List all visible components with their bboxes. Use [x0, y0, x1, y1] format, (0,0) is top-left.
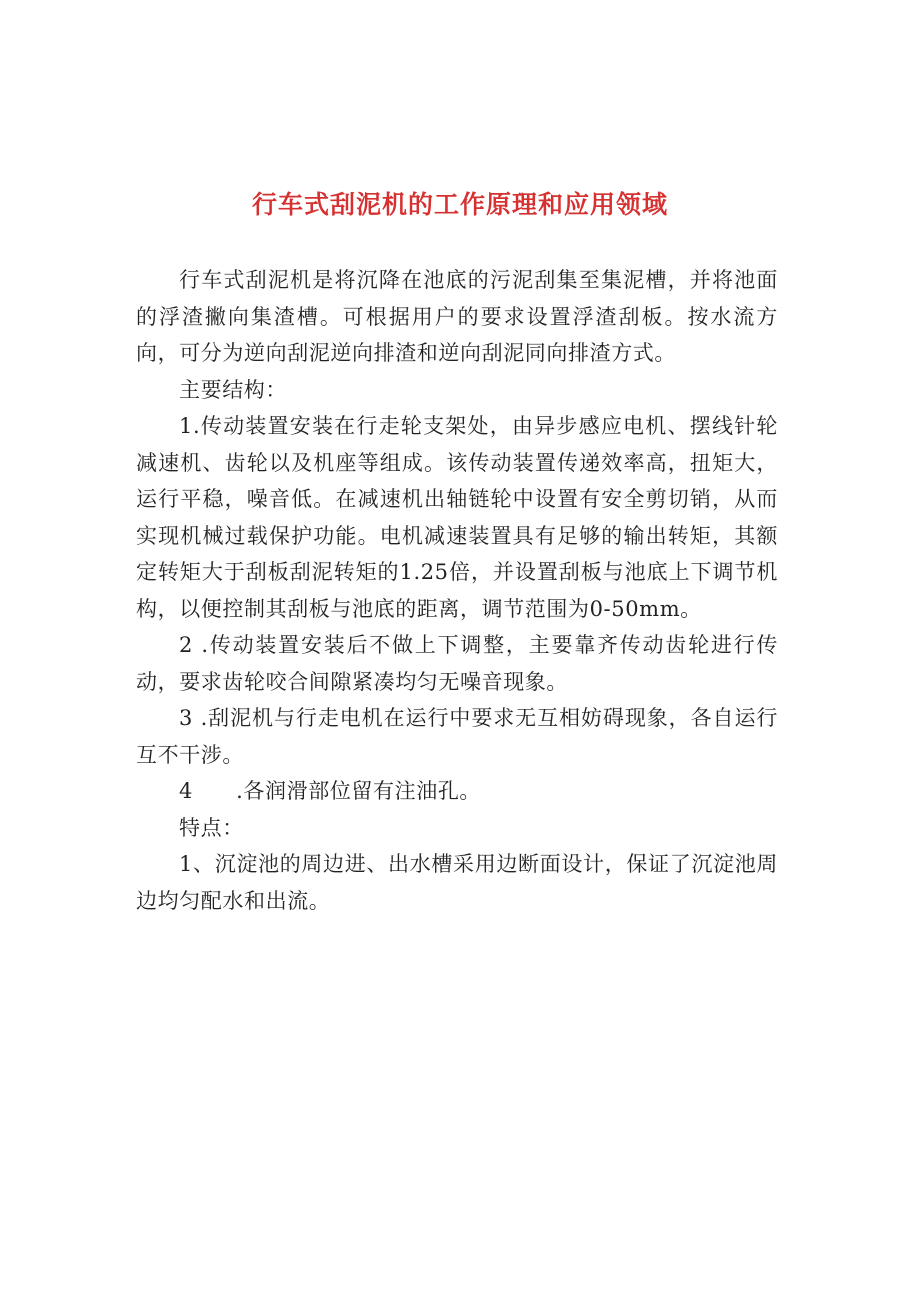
structure-item-3: 3 .刮泥机与行走电机在运行中要求无互相妨碍现象，各自运行互不干涉。 [136, 706, 778, 767]
section-heading-structure: 主要结构： [179, 377, 287, 402]
feature-item-1: 1、沉淀池的周边进、出水槽采用边断面设计，保证了沉淀池周边均匀配水和出流。 [136, 852, 778, 913]
document-title: 行车式刮泥机的工作原理和应用领域 [251, 189, 668, 219]
structure-item-2: 2 .传动装置安装后不做上下调整，主要靠齐传动齿轮进行传动，要求齿轮咬合间隙紧凑均匀无噪音现象。 [136, 633, 778, 694]
structure-item-4: 4 .各润滑部位留有注油孔。 [179, 779, 482, 803]
intro-paragraph: 行车式刮泥机是将沉降在池底的污泥刮集至集泥槽，并将池面的浮渣撇向集渣槽。可根据用户的要求设置浮渣刮板。按水流方向，可分为逆向刮泥逆向排渣和逆向刮泥同向排渣方式。 [136, 268, 778, 365]
document-body [136, 262, 778, 919]
section-heading-features: 特点： [179, 815, 244, 840]
structure-item-1: 1.传动装置安装在行走轮支架处，由异步感应电机、摆线针轮减速机、齿轮以及机座等组成。该传动装置传递效率高，扭矩大，运行平稳，噪音低。在减速机出轴链轮中设置有安全剪切销，从而实现机械过载保护功能。电机减速装置具有足够的输出转矩，其额定转矩大于刮板刮泥转矩的1.25倍，并设置刮板与池底上下调节机构，以便控制其刮板与池底的距离，调节范围为0-50mm。 [136, 414, 778, 621]
